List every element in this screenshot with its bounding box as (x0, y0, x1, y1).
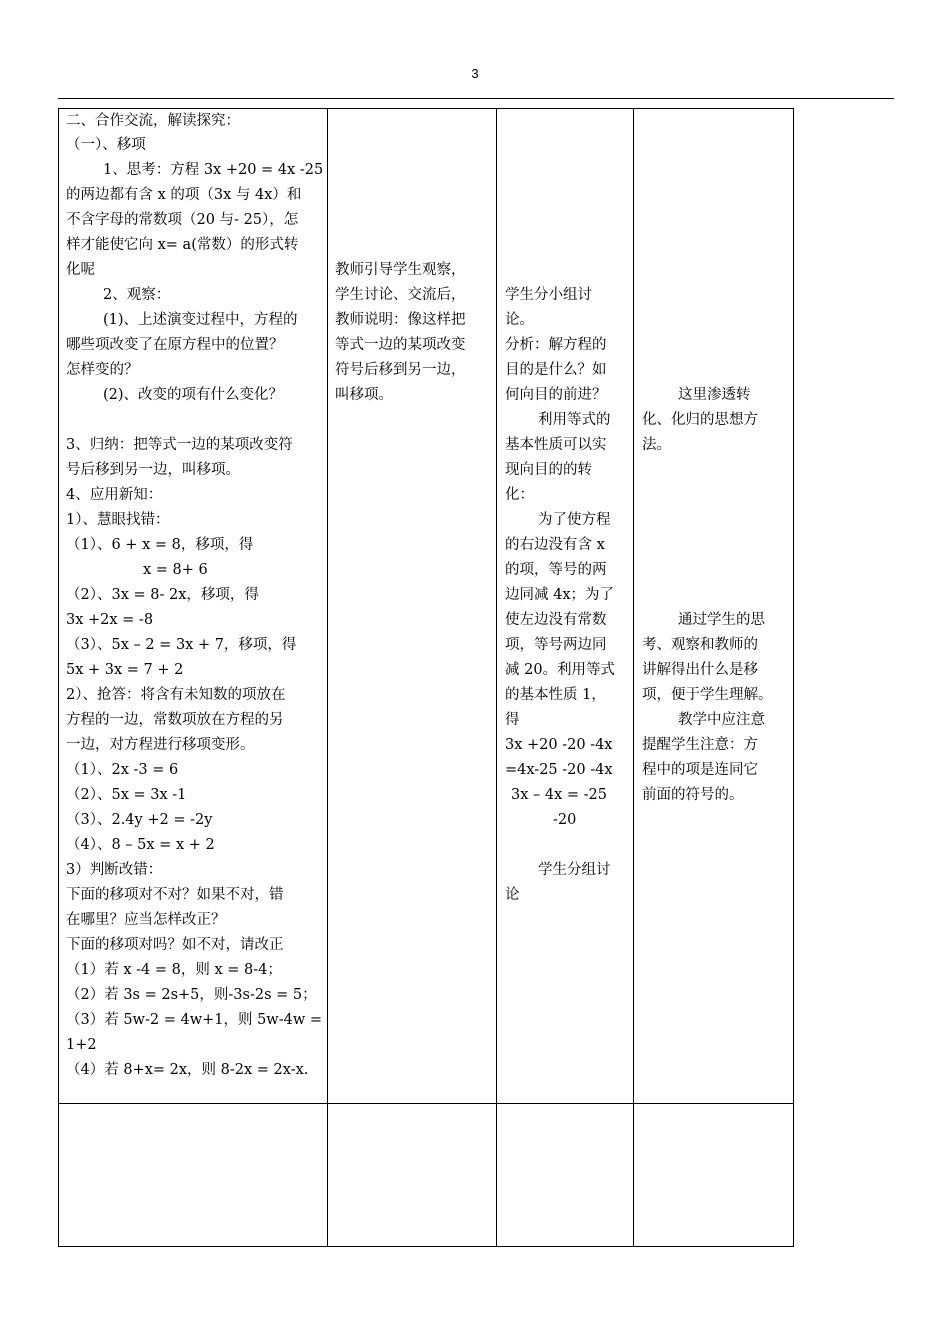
text-line: 3x +20 -20 -4x (505, 737, 613, 753)
text-line: 利用等式的 (538, 412, 611, 428)
text-line: （3）若 5w-2 = 4w+1，则 5w-4w = (66, 1012, 323, 1028)
text-line: 项，等号两边同 (505, 637, 607, 653)
text-line: 考、观察和教师的 (642, 637, 758, 653)
text-line: 项，便于学生理解。 (642, 687, 773, 703)
text-line: （1）、2x -3 = 6 (66, 762, 179, 778)
text-line: 方程的一边，常数项放在方程的另 (66, 712, 284, 728)
text-line: 叫移项。 (335, 387, 393, 403)
text-line: （4）若 8+x= 2x，则 8-2x = 2x-x. (66, 1062, 309, 1078)
text-line: （3）、2.4y +2 = -2y (66, 812, 213, 828)
text-line: 5x + 3x = 7 + 2 (66, 662, 184, 678)
text-line: 为了使方程 (538, 512, 611, 528)
text-line: （2）、3x = 8- 2x，移项，得 (66, 587, 259, 603)
empty-cell (328, 1104, 497, 1247)
text-line: 1+2 (66, 1037, 97, 1053)
text-line: 现向目的的转 (505, 462, 592, 478)
text-line: 下面的移项对不对？如果不对，错 (66, 887, 284, 903)
text-line: 教师说明：像这样把 (335, 312, 466, 328)
text-line: 1）、慧眼找错： (66, 512, 170, 528)
text-line: =4x-25 -20 -4x (505, 762, 613, 778)
lesson-plan-table (58, 108, 794, 1247)
text-line: （4）、8 – 5x = x + 2 (66, 837, 215, 853)
text-line: 讲解得出什么是移 (642, 662, 758, 678)
table-row (59, 109, 794, 1104)
empty-cell (497, 1104, 634, 1247)
text-line: （1）、6 + x = 8，移项，得 (66, 537, 254, 553)
text-line: (2)、改变的项有什么变化？ (103, 387, 284, 403)
text-line: 化呢 (66, 262, 95, 278)
text-line: 使左边没有常数 (505, 612, 607, 628)
text-line: (1)、上述演变过程中，方程的 (103, 312, 298, 328)
text-line: 提醒学生注意：方 (642, 737, 758, 753)
cell-teacher-activity (328, 109, 497, 1104)
text-line: 的项，等号的两 (505, 562, 607, 578)
text-line: 化： (505, 487, 534, 503)
text-line: 化、化归的思想方 (642, 412, 758, 428)
cell-design-intent (634, 109, 794, 1104)
text-line: -20 (553, 812, 577, 828)
text-line: 学生分组讨 (538, 862, 611, 878)
text-line: 在哪里？应当怎样改正？ (66, 912, 226, 928)
text-line: 的右边没有含 x (505, 537, 605, 553)
text-line: 1、思考：方程 3x +20 = 4x -25 (103, 162, 324, 178)
text-line: 一边，对方程进行移项变形。 (66, 737, 255, 753)
text-line: 目的是什么？如 (505, 362, 607, 378)
text-line: 不含字母的常数项（20 与- 25），怎 (66, 212, 299, 228)
text-line: （2）、5x = 3x -1 (66, 787, 187, 803)
text-line: 等式一边的某项改变 (335, 337, 466, 353)
text-line: 何向目的前进？ (505, 387, 607, 403)
text-line: 4、应用新知： (66, 487, 163, 503)
text-line: 3x +2x = -8 (66, 612, 154, 628)
text-line: 怎样变的？ (66, 362, 139, 378)
header-rule (58, 98, 894, 99)
text-line: （3）、5x – 2 = 3x + 7，移项，得 (66, 637, 297, 653)
text-line: （一）、移项 (66, 137, 146, 153)
text-line: 程中的项是连同它 (642, 762, 758, 778)
text-line: 通过学生的思 (678, 612, 765, 628)
text-line: 法。 (642, 437, 671, 453)
text-line: 教学中应注意 (678, 712, 765, 728)
text-line: 3）判断改错： (66, 862, 163, 878)
text-line: 边同减 4x；为了 (505, 587, 615, 603)
text-line: 2）、抢答：将含有未知数的项放在 (66, 687, 286, 703)
text-line: （1）若 x -4 = 8，则 x = 8-4； (66, 962, 282, 978)
text-line: 的两边都有含 x 的项（3x 与 4x）和 (66, 187, 302, 203)
empty-cell (59, 1104, 328, 1247)
cell-student-activity (497, 109, 634, 1104)
text-line: 教师引导学生观察， (335, 262, 466, 278)
text-line: 符号后移到另一边， (335, 362, 466, 378)
text-line: 前面的符号的。 (642, 787, 744, 803)
text-line: 论。 (505, 312, 534, 328)
text-line: 学生分小组讨 (505, 287, 592, 303)
text-line: 下面的移项对吗？如不对，请改正 (66, 937, 284, 953)
cell-content (59, 109, 328, 1104)
table-row-empty (59, 1104, 794, 1247)
text-line: 号后移到另一边，叫移项。 (66, 462, 240, 478)
text-line: 哪些项改变了在原方程中的位置？ (66, 337, 284, 353)
text-line: （2）若 3s = 2s+5，则-3s-2s = 5； (66, 987, 317, 1003)
empty-cell (634, 1104, 794, 1247)
text-line: 分析：解方程的 (505, 337, 607, 353)
text-line: 减 20。利用等式 (505, 662, 616, 678)
text-line: 3x – 4x = -25 (511, 787, 607, 803)
text-line: 得 (505, 712, 520, 728)
text-line: 论 (505, 887, 520, 903)
text-line: x = 8+ 6 (143, 562, 208, 578)
text-line: 样才能使它向 x= a(常数）的形式转 (66, 237, 299, 253)
page-number: 3 (471, 66, 479, 81)
text-line: 3、归纳：把等式一边的某项改变符 (66, 437, 293, 453)
text-line: 二、合作交流，解读探究： (66, 113, 240, 129)
text-line: 这里渗透转 (678, 387, 751, 403)
text-line: 2、观察： (103, 287, 171, 303)
text-line: 的基本性质 1， (505, 687, 606, 703)
text-line: 基本性质可以实 (505, 437, 607, 453)
text-line: 学生讨论、交流后， (335, 287, 466, 303)
